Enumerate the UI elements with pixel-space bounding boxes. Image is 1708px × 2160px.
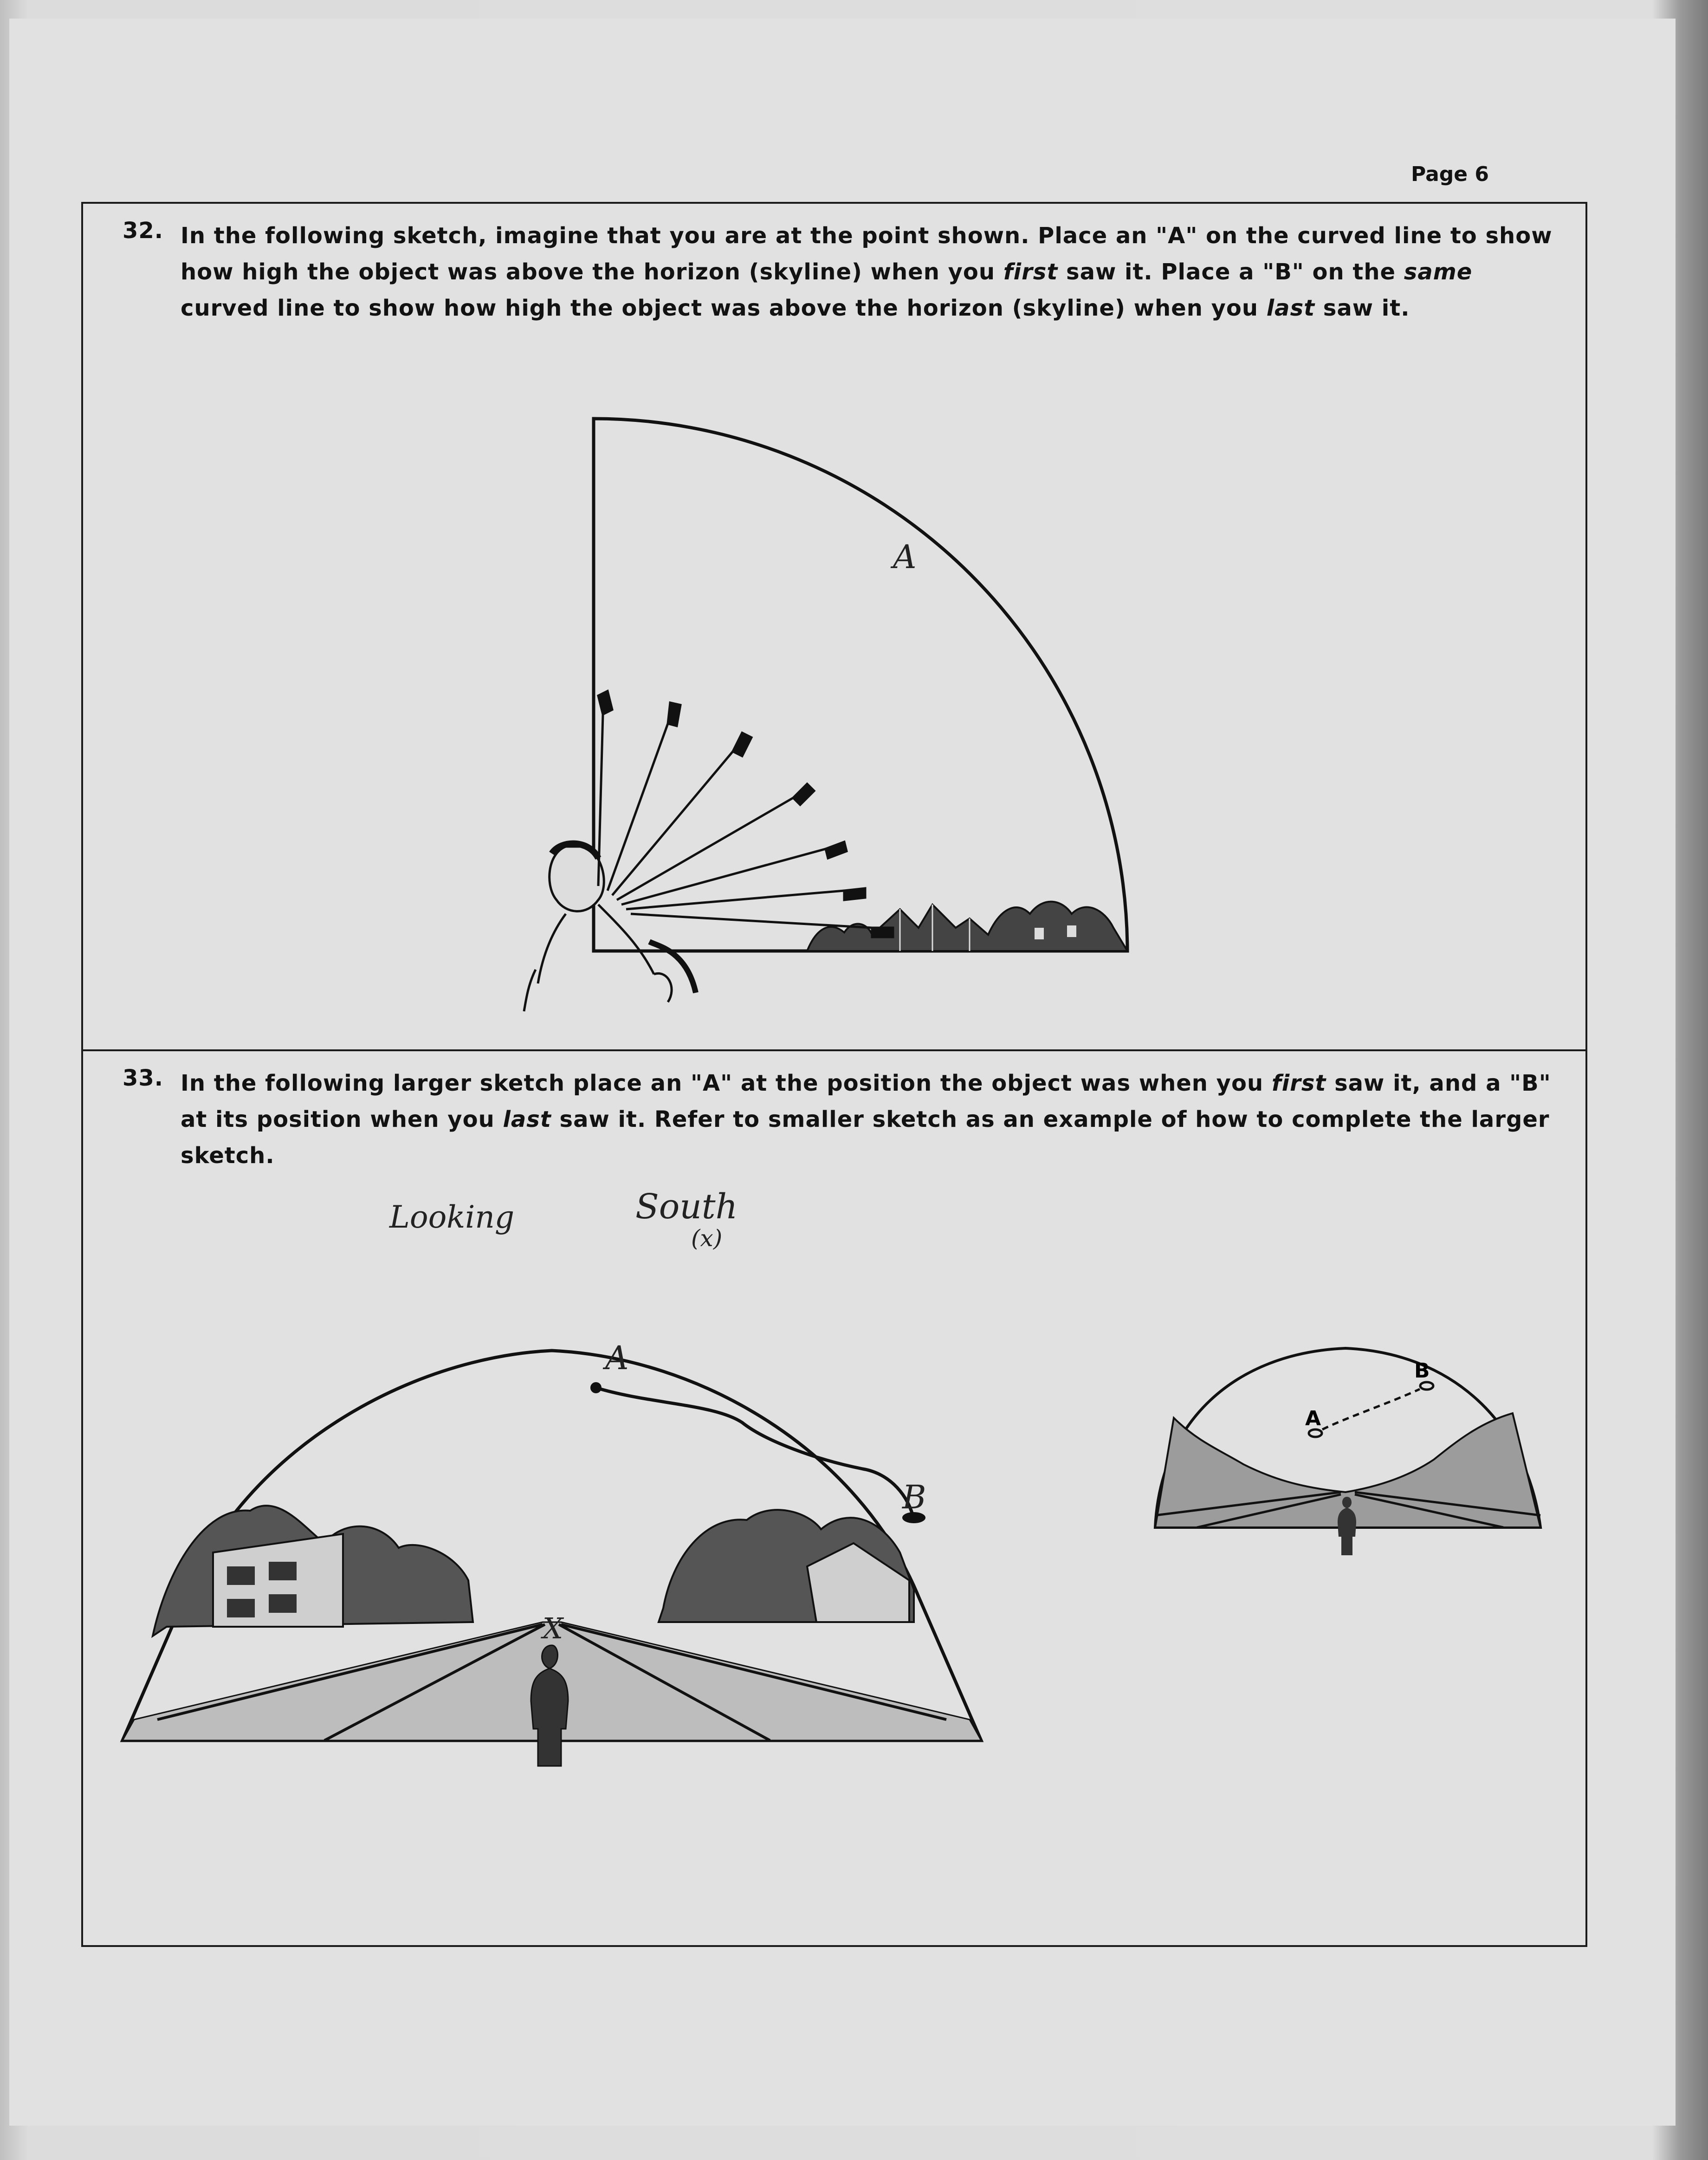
example-label-a: A: [1305, 1407, 1321, 1430]
question-33-number: 33.: [123, 1065, 164, 1091]
large-street-sketch[interactable]: [123, 1351, 981, 1766]
q32-text-part: curved line to show how high the object was above the horizon (skyline) when you: [181, 295, 1267, 321]
example-sketch: [1155, 1348, 1540, 1555]
q32-text-part: saw it.: [1315, 295, 1410, 321]
q32-text-part: In the following sketch, imagine that you are at the point shown. Place an "A" on the curved line to show how high the object was above the horizon (skyline) when you: [181, 223, 1553, 285]
q32-emphasis-same: same: [1404, 259, 1473, 285]
questionnaire-page: [9, 19, 1676, 2126]
question-32-box: [81, 202, 1587, 1051]
person-pointing-illustration: [524, 691, 893, 1011]
q33-emphasis-last: last: [503, 1106, 551, 1132]
quarter-circle-sketch: [83, 204, 1589, 1053]
question-32-number: 32.: [123, 218, 164, 244]
handwritten-a-mark-32: A: [893, 538, 917, 576]
q33-emphasis-first: first: [1271, 1070, 1326, 1096]
handwritten-looking-note: Looking: [389, 1199, 515, 1235]
q32-text-part: saw it. Place a "B" on the: [1058, 259, 1404, 285]
handwritten-a-mark-33: A: [605, 1339, 629, 1377]
example-label-b: B: [1414, 1359, 1430, 1383]
q32-emphasis-first: first: [1003, 259, 1058, 285]
q32-emphasis-last: last: [1266, 295, 1315, 321]
question-33-box: [81, 1049, 1587, 1947]
handwritten-south-note: South: [635, 1187, 738, 1227]
street-scene-sketches: [83, 1051, 1589, 1949]
q33-text-part: saw it, and a "B" at its position when you: [181, 1070, 1551, 1132]
elevation-arc[interactable]: [594, 419, 1127, 951]
page-number: Page 6: [1411, 162, 1489, 186]
handwritten-b-mark-33: B: [902, 1478, 926, 1516]
q33-text-part: In the following larger sketch place an "A" at the position the object was when you: [181, 1070, 1272, 1096]
handwritten-x-mark: X: [543, 1611, 563, 1645]
q33-text-part: saw it. Refer to smaller sketch as an example of how to complete the larger sketch.: [181, 1106, 1550, 1169]
handwritten-x-note: (x): [691, 1225, 723, 1252]
